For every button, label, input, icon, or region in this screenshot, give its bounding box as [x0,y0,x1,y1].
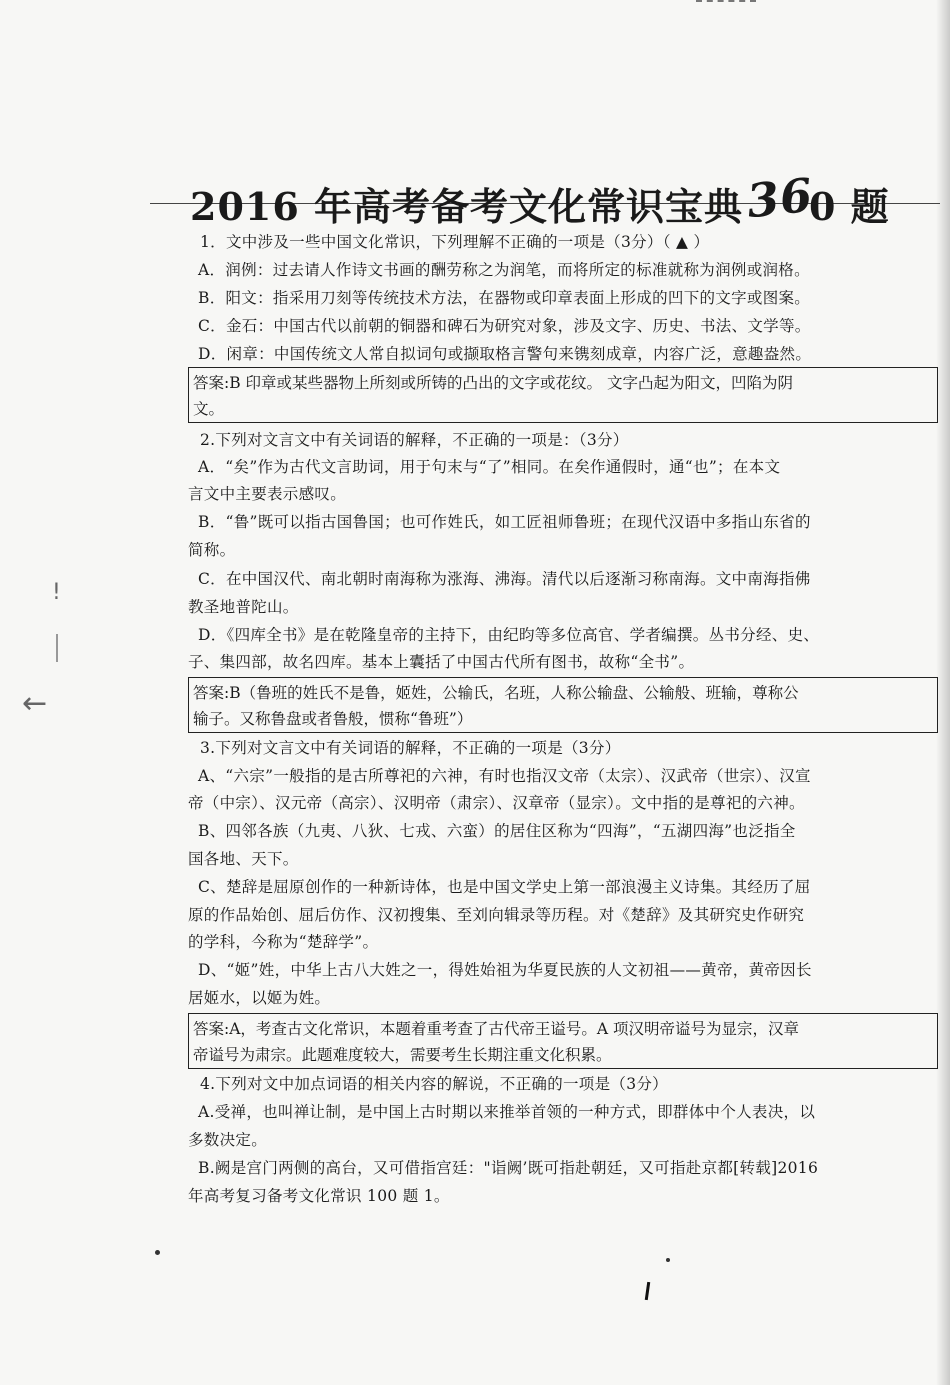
question-4-option-a-line-1: A.受禅，也叫禅让制，是中国上古时期以来推举首领的一种方式，即群体中个人表决，以 [198,1103,816,1121]
margin-arrow-mark: ← [22,686,48,721]
title-prefix: 2016 年高考备考文化常识宝典 [190,184,743,229]
question-4-option-a-line-2: 多数决定。 [188,1131,268,1149]
question-1-stem: 1．文中涉及一些中国文化常识，下列理解不正确的一项是（3分）（ ▲ ） [200,233,710,251]
handwritten-number: 36 [744,167,816,229]
question-2-option-c-line-2: 教圣地普陀山。 [188,598,299,616]
question-3-option-c-line-3: 的学科，今称为“楚辞学”。 [188,933,379,951]
question-2-answer-line-1: 答案:B（鲁班的姓氏不是鲁，姬姓，公输氏，名班，人称公输盘、公输般、班输，尊称公 [193,684,799,702]
question-2-answer-line-2: 输子。又称鲁盘或者鲁般，惯称“鲁班”） [193,710,473,728]
question-1-option-d: D．闲章：中国传统文人常自拟词句或撷取格言警句来镌刻成章，内容广泛，意趣盎然。 [198,345,812,363]
question-3-answer-line-2: 帝谥号为肃宗。此题难度较大，需要考生长期注重文化积累。 [193,1046,612,1064]
question-3-option-a-line-2: 帝（中宗）、汉元帝（高宗）、汉明帝（肃宗）、汉章帝（显宗）。文中指的是尊祀的六神。 [188,794,805,812]
question-3-stem: 3.下列对文言文中有关词语的解释，不正确的一项是（3分） [200,739,621,757]
question-2-answer-box [188,677,938,733]
scan-dot [155,1250,160,1255]
scan-artifact-top [696,0,756,5]
question-3-option-b-line-1: B、四邻各族（九夷、八狄、七戎、六蛮）的居住区称为“四海”，“五湖四海”也泛指全 [198,822,796,840]
question-1-option-c: C．金石：中国古代以前朝的铜器和碑石为研究对象，涉及文字、历史、书法、文学等。 [198,317,811,335]
question-2-option-d-line-1: D．《四库全书》是在乾隆皇帝的主持下，由纪昀等多位高官、学者编撰。丛书分经、史、 [198,626,820,644]
question-4-option-b-line-2: 年高考复习备考文化常识 100 题 1。 [188,1187,450,1205]
question-1-answer-line-2: 文。 [193,400,225,418]
question-4-option-b-line-1: B.阙是宫门两侧的高台，又可借指宫廷："诣阙’既可指赴朝廷，又可指赴京都[转载]2016 [198,1159,819,1177]
question-1-answer-line-1: 答案:B 印章或某些器物上所刻或所铸的凸出的文字或花纹。 文字凸起为阳文，凹陷为阴 [193,374,793,392]
question-2-option-b-line-1: B．“鲁”既可以指古国鲁国；也可作姓氏，如工匠祖师鲁班；在现代汉语中多指山东省的 [198,513,811,531]
question-3-option-d-line-1: D、“姬”姓，中华上古八大姓之一，得姓始祖为华夏民族的人文初祖——黄帝，黄帝因长 [198,961,812,979]
question-3-option-c-line-2: 原的作品始创、屈后仿作、汉初搜集、至刘向辑录等历程。对《楚辞》及其研究史作研究 [188,906,805,924]
question-2-option-a-line-1: A．“矣”作为古代文言助词，用于句末与“了”相同。在矣作通假时，通“也”；在本文 [198,458,781,476]
question-1-answer-box [188,367,938,423]
question-3-option-d-line-2: 居姬水，以姬为姓。 [188,989,331,1007]
question-3-option-b-line-2: 国各地、天下。 [188,850,299,868]
margin-scribble-line [56,634,58,662]
question-2-option-c-line-1: C．在中国汉代、南北朝时南海称为涨海、沸海。清代以后逐渐习称南海。文中南海指佛 [198,570,811,588]
question-2-option-b-line-2: 简称。 [188,541,236,559]
question-1-option-b: B．阳文：指采用刀刻等传统技术方法，在器物或印章表面上形成的凹下的文字或图案。 [198,289,811,307]
question-2-stem: 2.下列对文言文中有关词语的解释，不正确的一项是：（3分） [200,431,629,449]
question-3-answer-line-1: 答案:A，考查古文化常识，本题着重考查了古代帝王谥号。A 项汉明帝谥号为显宗，汉章 [193,1020,800,1038]
question-3-option-c-line-1: C、楚辞是屈原创作的一种新诗体，也是中国文学史上第一部浪漫主义诗集。其经历了屈 [198,878,811,896]
question-2-option-a-line-2: 言文中主要表示感叹。 [188,485,347,503]
question-1-option-a: A．润例：过去请人作诗文书画的酬劳称之为润笔，而将所定的标准就称为润例或润格。 [198,261,810,279]
document-title [190,167,910,229]
scan-dot [666,1258,670,1262]
question-3-answer-box [188,1013,938,1069]
scan-tick [645,1282,650,1300]
question-3-option-a-line-1: A、“六宗”一般指的是古所尊祀的六神，有时也指汉文帝（太宗）、汉武帝（世宗）、汉宣 [198,767,811,785]
question-2-option-d-line-2: 子、集四部，故名四库。基本上囊括了中国古代所有图书，故称“全书”。 [188,653,695,671]
question-4-stem: 4.下列对文中加点词语的相关内容的解说，不正确的一项是（3分） [200,1075,668,1093]
margin-scribble-mark: ! [52,580,61,605]
title-suffix: 0 题 [809,184,890,229]
